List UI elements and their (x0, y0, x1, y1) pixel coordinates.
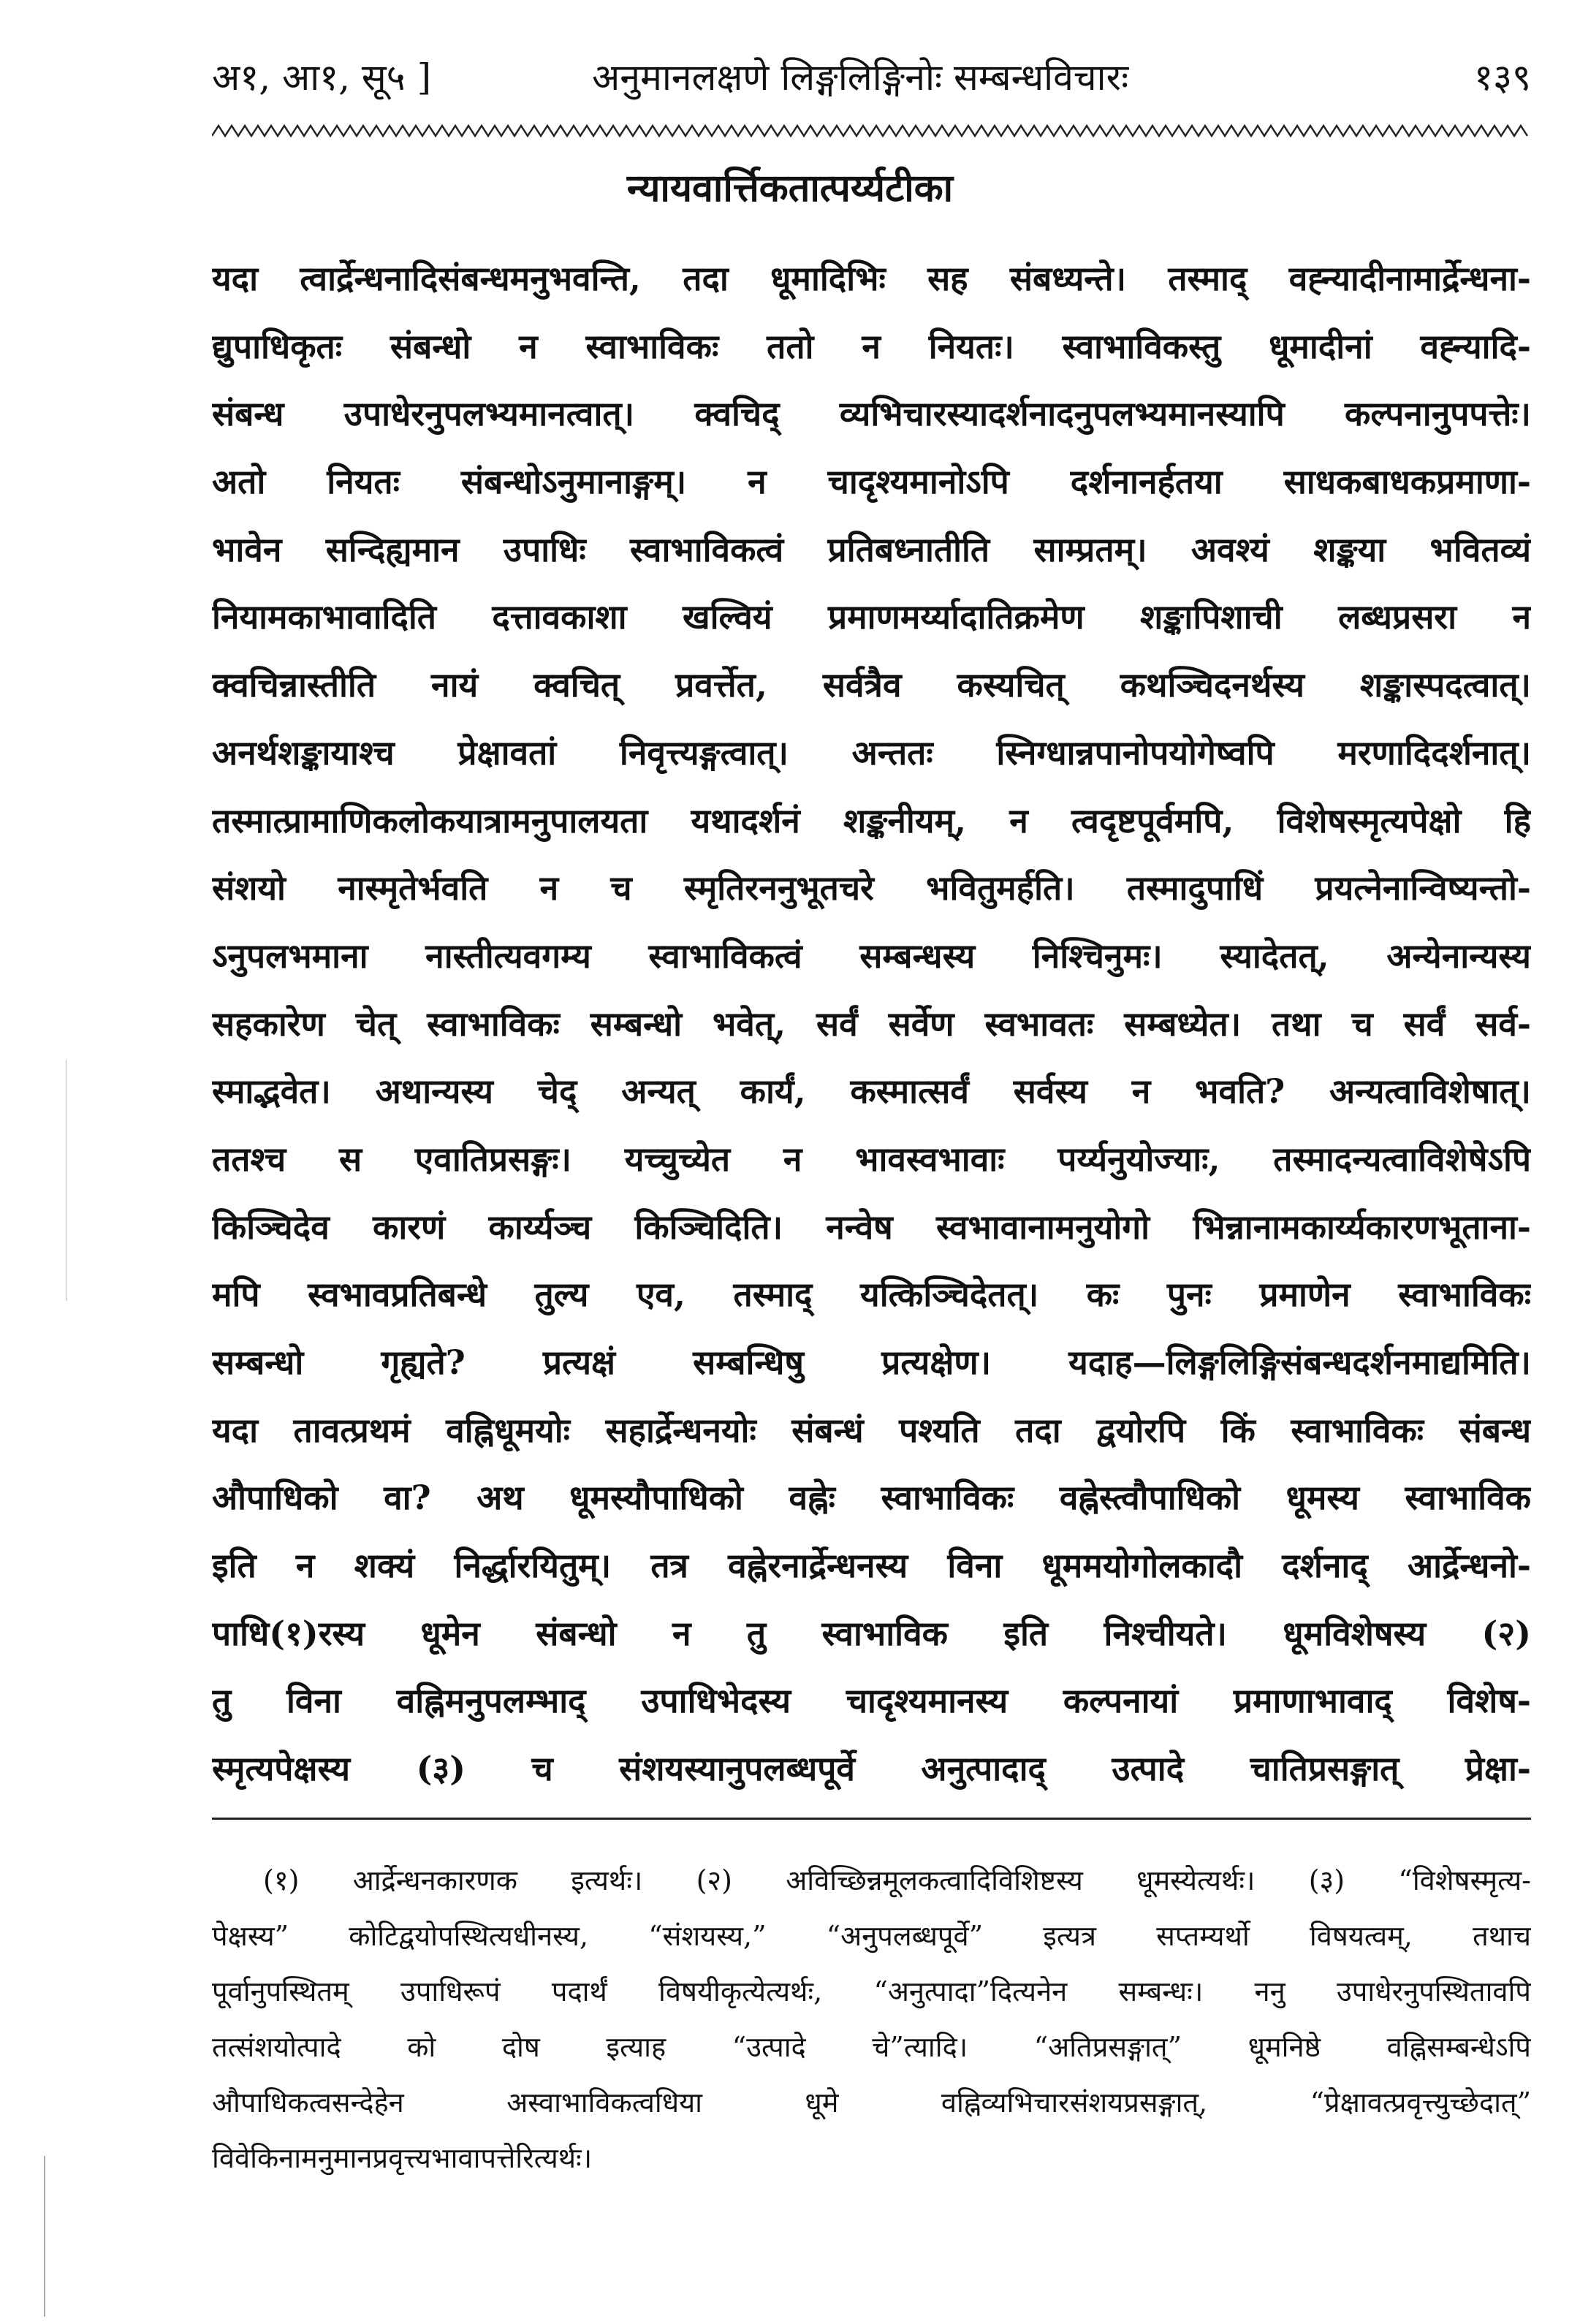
text-line: स्मृत्यपेक्षस्य (३) च संशयस्यानुपलब्धपूर्वे अनुत्पादाद् उत्पादे चातिप्रसङ्गात् प्रेक्षा- (212, 1749, 1531, 1789)
text-line: द्युपाधिकृतः संबन्धो न स्वाभाविकः ततो न नियतः। स्वाभाविकस्तु धूमादीनां वह्न्यादि- (212, 326, 1531, 366)
text-line: अतो नियतः संबन्धोऽनुमानाङ्गम्। न चादृश्यमानोऽपि दर्शनानर्हतया साधकबाधकप्रमाणा- (212, 462, 1531, 502)
footnote-line: तत्संशयोत्पादे को दोष इत्याह “उत्पादे चे”त्यादि। “अतिप्रसङ्गात्” धूमनिष्ठे वह्निसम्बन्धेऽपि (212, 2031, 1531, 2063)
footnotes (212, 1853, 1531, 2186)
footnote-line: (१) आर्द्रेन्धनकारणक इत्यर्थः। (२) अविच्छिन्नमूलकत्वादिविशिष्टस्य धूमस्येत्यर्थः। (३) “विशेषस्मृत्य- (263, 1864, 1531, 1896)
text-line: यदा त्वार्द्रेन्धनादिसंबन्धमनुभवन्ति, तदा धूमादिभिः सह संबध्यन्ते। तस्माद् वह्न्यादीनामार्द्रेन्धना- (212, 259, 1531, 298)
text-line: यदा तावत्प्रथमं वह्निधूमयोः सहार्द्रेन्धनयोः संबन्धं पश्यति तदा द्वयोरपि किं स्वाभाविकः संबन्ध (212, 1410, 1531, 1450)
running-header (212, 37, 1531, 102)
section-reference: अ१, आ१, सू५ ] (212, 56, 432, 99)
text-line: नियामकाभावादिति दत्तावकाशा खल्वियं प्रमाणमर्य्यादातिक्रमेण शङ्कापिशाची लब्धप्रसरा न (212, 597, 1531, 637)
footnote-line: विवेकिनामनुमानप्रवृत्त्यभावापत्तेरित्यर्थः। (212, 2142, 593, 2174)
scan-margin-mark (66, 1060, 67, 1301)
text-line: औपाधिको वा? अथ धूमस्यौपाधिको वह्नेः स्वाभाविकः वह्नेस्त्वौपाधिको धूमस्य स्वाभाविक (212, 1478, 1531, 1518)
text-line: किञ्चिदेव कारणं कार्य्यञ्च किञ्चिदिति। नन्वेष स्वभावानामनुयोगो भिन्नानामकार्य्यकारणभूताना- (212, 1207, 1531, 1247)
text-line: क्वचिन्नास्तीति नायं क्वचित् प्रवर्त्तेत, सर्वत्रैव कस्यचित् कथञ्चिदनर्थस्य शङ्कास्पदत्वात्। (212, 665, 1531, 705)
text-line: तस्मात्प्रामाणिकलोकयात्रामनुपालयता यथादर्शनं शङ्कनीयम्, न त्वदृष्टपूर्वमपि, विशेषस्मृत्यपेक्षो हि (212, 800, 1531, 840)
footnote-line: पेक्षस्य” कोटिद्वयोपस्थित्यधीनस्य, “संशयस्य,” “अनुपलब्धपूर्वे” इत्यत्र सप्तम्यर्थो विषयत्वम्, तथाच (212, 1920, 1531, 1952)
scan-margin-mark (44, 2156, 45, 2317)
main-text (212, 245, 1531, 1803)
text-line: पाधि(१)रस्य धूमेन संबन्धो न तु स्वाभाविक इति निश्चीयते। धूमविशेषस्य (२) (212, 1613, 1531, 1653)
wavy-rule-divider (212, 123, 1531, 139)
footnote-line: औपाधिकत्वसन्देहेन अस्वाभाविकत्वधिया धूमे वह्निव्यभिचारसंशयप्रसङ्गात्, “प्रेक्षावत्प्रवृत्त्युच्छेदात्” (212, 2086, 1531, 2119)
text-line: अनर्थशङ्कायाश्च प्रेक्षावतां निवृत्त्यङ्गत्वात्। अन्ततः स्निग्धान्नपानोपयोगेष्वपि मरणादिदर्शनात्। (212, 732, 1531, 772)
page-number: १३९ (1474, 56, 1531, 99)
text-line: तु विना वह्निमनुपलम्भाद् उपाधिभेदस्य चादृश्यमानस्य कल्पनायां प्रमाणाभावाद् विशेष- (212, 1681, 1531, 1721)
section-title: न्यायवार्त्तिकतात्पर्य्यटीका (626, 166, 954, 210)
text-line: सम्बन्धो गृह्यते? प्रत्यक्षं सम्बन्धिषु प्रत्यक्षेण। यदाह—लिङ्गलिङ्गिसंबन्धदर्शनमाद्यमिति। (212, 1343, 1531, 1382)
footnote-line: पूर्वानुपस्थितम् उपाधिरूपं पदार्थं विषयीकृत्येत्यर्थः, “अनुत्पादा”दित्यनेन सम्बन्धः। ननु उपाधेरनुपस्थितावपि (212, 1975, 1531, 2008)
text-line: संशयो नास्मृतेर्भवति न च स्मृतिरननुभूतचरे भवितुमर्हति। तस्मादुपाधिं प्रयत्नेनान्विष्यन्तो- (212, 868, 1531, 908)
text-line: स्माद्भवेत। अथान्यस्य चेद् अन्यत् कार्यं, कस्मात्सर्वं सर्वस्य न भवति? अन्यत्वाविशेषात्। (212, 1071, 1531, 1112)
text-line: ततश्च स एवातिप्रसङ्गः। यच्चुच्येत न भावस्वभावाः पर्य्यनुयोज्याः, तस्मादन्यत्वाविशेषेऽपि (212, 1139, 1531, 1179)
text-line: ऽनुपलभमाना नास्तीत्यवगम्य स्वाभाविकत्वं सम्बन्धस्य निश्चिनुमः। स्यादेतत्, अन्येनान्यस्य (212, 935, 1531, 976)
text-line: संबन्ध उपाधेरनुपलभ्यमानत्वात्। क्वचिद् व्यभिचारस्यादर्शनादनुपलभ्यमानस्यापि कल्पनानुपपत्तेः। (212, 394, 1531, 434)
text-line: भावेन सन्दिह्यमान उपाधिः स्वाभाविकत्वं प्रतिबध्नातीति साम्प्रतम्। अवश्यं शङ्कया भवितव्यं (212, 529, 1531, 569)
text-line: मपि स्वभावप्रतिबन्धे तुल्य एव, तस्माद् यत्किञ्चिदेतत्। कः पुनः प्रमाणेन स्वाभाविकः (212, 1275, 1531, 1315)
text-line: इति न शक्यं निर्द्धारयितुम्। तत्र वह्नेरनार्द्रेन्धनस्य विना धूममयोगोलकादौ दर्शनाद् आर्द्रेन्धनो- (212, 1546, 1531, 1586)
text-line: सहकारेण चेत् स्वाभाविकः सम्बन्धो भवेत्, सर्वं सर्वेण स्वभावतः सम्बध्येत। तथा च सर्वं सर्व- (212, 1003, 1531, 1044)
footnote-separator (212, 1818, 1531, 1820)
running-title: अनुमानलक्षणे लिङ्गलिङ्गिनोः सम्बन्धविचारः (592, 56, 1129, 99)
